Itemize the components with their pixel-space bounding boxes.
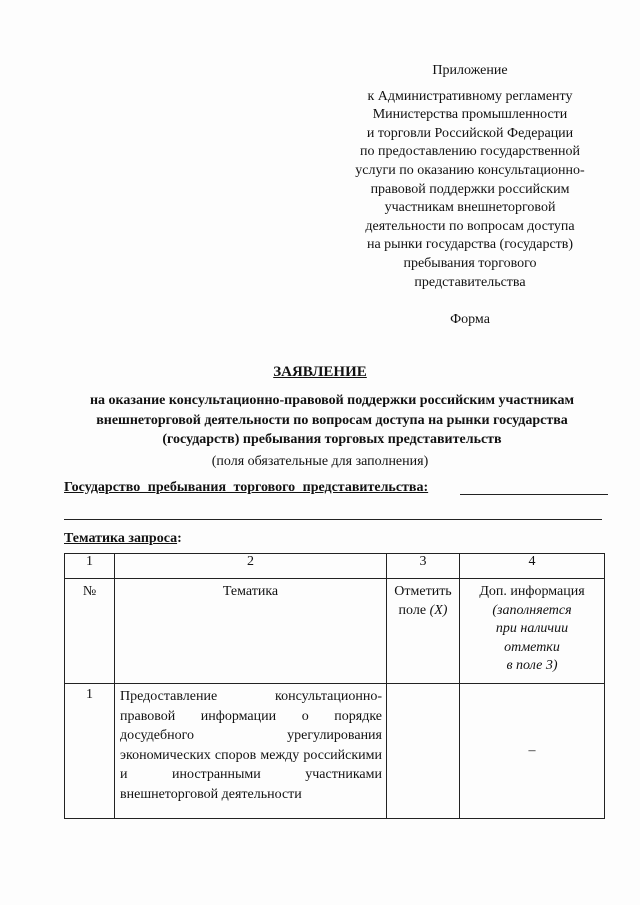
- header-number: №: [82, 584, 97, 599]
- appendix-line: на рынки государства (государств): [366, 237, 574, 253]
- row-number-cell: [65, 684, 115, 819]
- host-state-input-line-2[interactable]: [64, 519, 602, 520]
- header-mark-prefix: поле: [398, 602, 430, 618]
- row-topic: Предоставление консультационно-правовой информации о порядке досудебного урегулирования экономических споров между российскими и иностранными участниками внешнеторговой деятельности: [120, 689, 382, 802]
- appendix-line: правовой поддержки российским: [370, 181, 570, 197]
- required-fields-note: (поля обязательные для заполнения): [211, 454, 429, 469]
- document-heading: ЗАЯВЛЕНИЕ: [273, 364, 367, 380]
- header-info-note: в поле 3): [506, 658, 558, 673]
- column-number: 2: [115, 554, 387, 579]
- appendix-title: Приложение: [432, 63, 508, 78]
- document-subheading: на оказание консультационно-правовой поддержки российским участникам внешнеторговой деятельности по вопросам доступа на рынки государства (государств) пребывания торговых представительств: [89, 393, 575, 447]
- header-number-cell: [65, 579, 115, 684]
- request-topic-label-colon: :: [177, 531, 182, 546]
- header-mark-cell: [387, 579, 460, 684]
- appendix-line: по предоставлению государственной: [359, 144, 581, 160]
- appendix-line: представительства: [414, 274, 526, 290]
- request-topic-label-text: Тематика запроса: [64, 531, 178, 546]
- appendix-block: [340, 62, 600, 292]
- appendix-line: к Административному регламенту: [367, 88, 573, 104]
- column-number: 1: [65, 554, 115, 579]
- column-number-row: [65, 554, 605, 579]
- header-row: [65, 579, 605, 684]
- appendix-line: услуги по оказанию консультационно-: [355, 162, 585, 178]
- appendix-line: и торговли Российской Федерации: [366, 125, 574, 141]
- header-topic: Тематика: [222, 584, 279, 599]
- header-info-note: (заполняется: [492, 602, 572, 618]
- appendix-line: деятельности по вопросам доступа: [365, 218, 575, 234]
- appendix-line: участникам внешнеторговой: [384, 200, 556, 216]
- appendix-line: пребывания торгового: [403, 255, 537, 271]
- header-topic-cell: [115, 579, 387, 684]
- row-mark-cell[interactable]: [387, 684, 460, 819]
- header-info: [460, 579, 604, 676]
- row-topic-cell: [115, 684, 387, 819]
- row-info-cell[interactable]: –: [460, 684, 605, 819]
- request-topic-label: [64, 531, 182, 547]
- host-state-input-line[interactable]: [460, 494, 608, 495]
- column-number: 3: [387, 554, 460, 579]
- host-state-label: Государство пребывания торгового представительства:: [64, 480, 429, 495]
- header-info-cell: [460, 579, 605, 684]
- column-number: 4: [460, 554, 605, 579]
- header-mark-line1: Отметить: [394, 584, 452, 599]
- header-mark-line2: [387, 602, 459, 621]
- header-info-line1: Доп. информация: [479, 584, 585, 599]
- header-mark: [387, 579, 459, 620]
- form-label: Форма: [450, 312, 490, 327]
- header-info-note: отметки: [504, 639, 560, 655]
- appendix-line: Министерства промышленности: [372, 107, 568, 123]
- header-info-note: при наличии: [495, 621, 569, 636]
- header-mark-x: (X): [429, 602, 448, 618]
- row-number: 1: [86, 687, 93, 702]
- topics-table: [64, 553, 605, 819]
- table-row: [65, 684, 605, 819]
